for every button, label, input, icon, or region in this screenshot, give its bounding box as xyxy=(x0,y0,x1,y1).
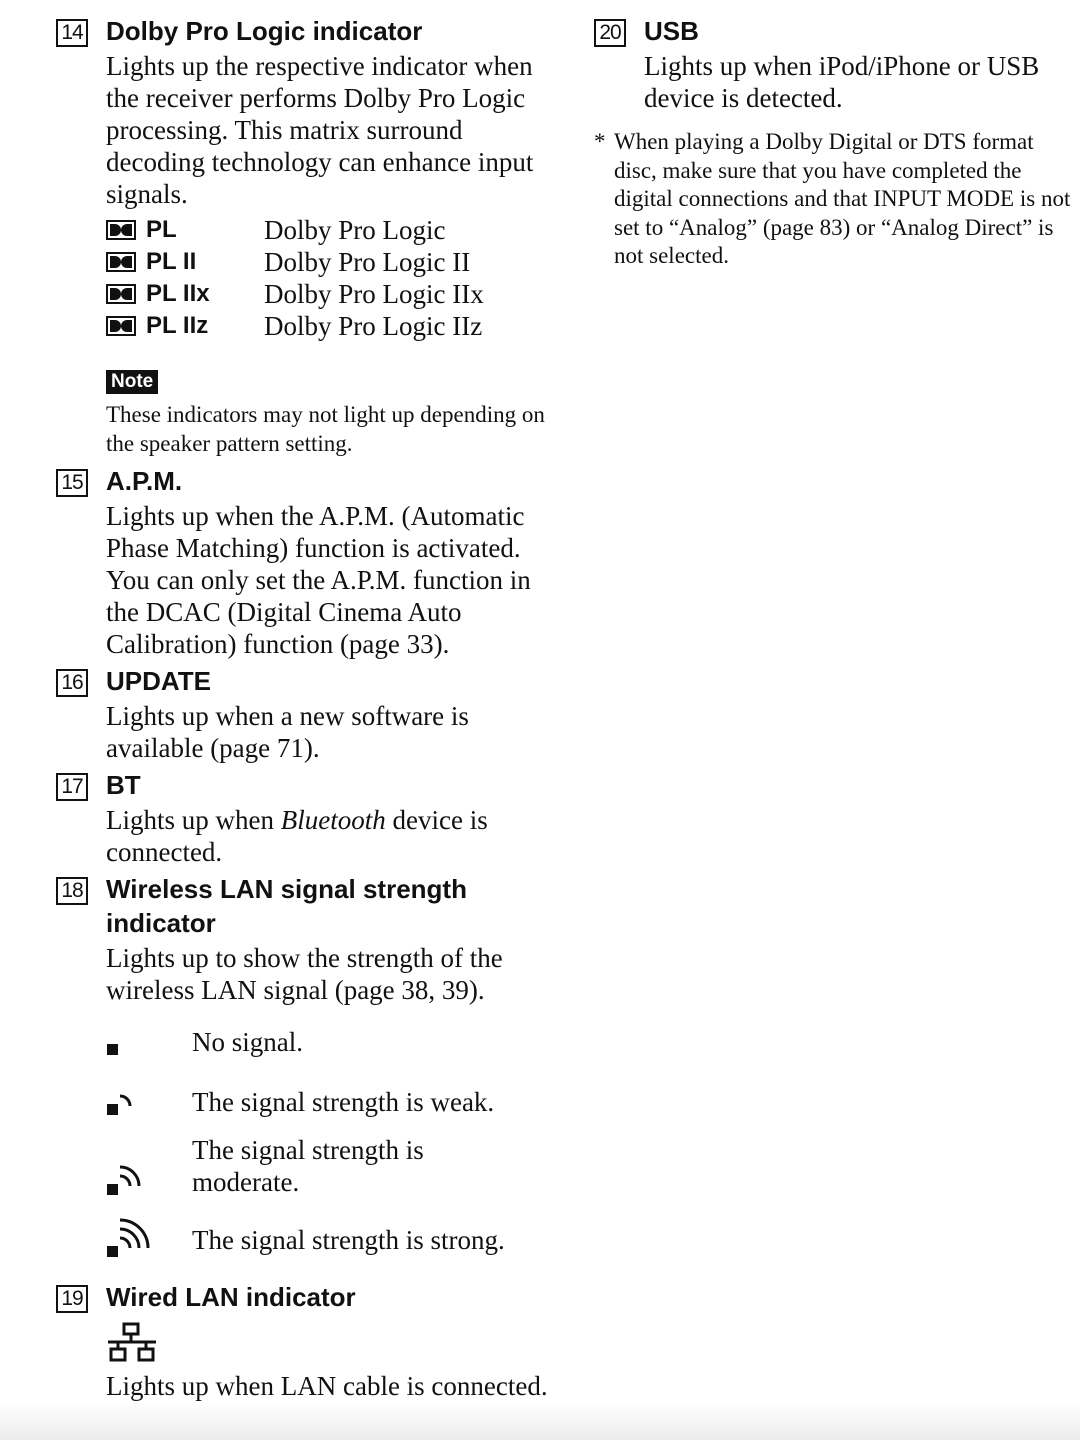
note-text: These indicators may not light up depending on the speaker pattern setting. xyxy=(106,402,545,456)
mode-name: Dolby Pro Logic II xyxy=(264,246,471,277)
item-heading: BT xyxy=(106,770,141,800)
mode-row xyxy=(106,214,556,246)
signal-level-text: The signal strength is weak. xyxy=(192,1087,495,1117)
double-d-icon xyxy=(106,316,136,336)
item-number: 14 xyxy=(56,19,88,47)
footnote xyxy=(594,128,1074,271)
right-column xyxy=(594,14,1074,271)
signal-level-row xyxy=(106,1124,556,1204)
footnote-text: When playing a Dolby Digital or DTS format disc, make sure that you have completed the digital connections and that INPUT MODE is not set to “Analog” (page 83) or “Analog Direct” is not selected. xyxy=(614,129,1071,268)
item-19-wired-lan xyxy=(56,1280,556,1402)
wired-lan-icon xyxy=(106,1322,158,1364)
item-number: 20 xyxy=(594,19,626,47)
item-description: Lights up when iPod/iPhone or USB device is detected. xyxy=(644,51,1040,113)
page-bottom-fade xyxy=(0,1402,1080,1440)
item-description: Lights up the respective indicator when the receiver performs Dolby Pro Logic processing. This matrix surround decoding technology can enhance input signals. xyxy=(106,51,534,209)
dolby-mode-table xyxy=(106,214,556,342)
item-number: 19 xyxy=(56,1285,88,1313)
item-description: Lights up when LAN cable is connected. xyxy=(106,1371,548,1401)
item-17-bt xyxy=(56,768,556,868)
item-description: Lights up when a new software is available (page 71). xyxy=(106,701,469,763)
item-number: 18 xyxy=(56,877,88,905)
item-heading: Wired LAN indicator xyxy=(106,1282,356,1312)
signal-level-list xyxy=(106,1016,556,1266)
item-heading: Wireless LAN signal strength indicator xyxy=(106,874,467,938)
text-run: device is connected. xyxy=(106,805,488,867)
item-heading: UPDATE xyxy=(106,666,211,696)
mode-name: Dolby Pro Logic IIx xyxy=(264,278,484,309)
item-heading: A.P.M. xyxy=(106,466,183,496)
item-description: Lights up to show the strength of the wireless LAN signal (page 38, 39). xyxy=(106,943,503,1005)
signal-level-text: The signal strength is strong. xyxy=(192,1225,505,1255)
text-run: Lights up when xyxy=(106,805,281,835)
item-16-update xyxy=(56,664,556,764)
mode-row xyxy=(106,246,556,278)
item-heading: Dolby Pro Logic indicator xyxy=(106,16,423,46)
item-number: 17 xyxy=(56,773,88,801)
item-18-wireless-lan xyxy=(56,872,556,1266)
mode-name: Dolby Pro Logic IIz xyxy=(264,310,483,341)
mode-code-label: PL IIx xyxy=(146,280,210,307)
mode-code-label: PL xyxy=(146,216,177,243)
item-15-apm xyxy=(56,464,556,660)
mode-row xyxy=(106,278,556,310)
bluetooth-term: Bluetooth xyxy=(280,805,386,835)
mode-name: Dolby Pro Logic xyxy=(264,214,446,245)
note-badge: Note xyxy=(106,370,158,394)
item-description: Lights up when the A.P.M. (Automatic Phase Matching) function is activated. You can only set the A.P.M. function in the DCAC (Digital Cinema Auto Calibration) function (page 33). xyxy=(106,501,531,659)
signal-level-row xyxy=(106,1016,556,1064)
signal-moderate-icon xyxy=(106,1155,150,1199)
item-number: 16 xyxy=(56,669,88,697)
item-number: 15 xyxy=(56,469,88,497)
item-description xyxy=(106,804,556,868)
mode-code-label: PL IIz xyxy=(146,312,209,339)
signal-level-text: No signal. xyxy=(192,1027,303,1057)
mode-code-label: PL II xyxy=(146,248,197,275)
signal-level-text: The signal strength is moderate. xyxy=(192,1135,424,1197)
item-heading: USB xyxy=(644,16,699,46)
signal-level-row xyxy=(106,1204,556,1266)
signal-weak-icon xyxy=(106,1079,146,1119)
double-d-icon xyxy=(106,220,136,240)
signal-strong-icon xyxy=(106,1207,158,1261)
double-d-icon xyxy=(106,284,136,304)
signal-level-row xyxy=(106,1064,556,1124)
item-20-usb xyxy=(594,14,1074,114)
left-column xyxy=(56,14,556,1402)
item-14-dolby-pro-logic xyxy=(56,14,556,458)
signal-none-icon xyxy=(106,1019,146,1059)
footnote-mark: * xyxy=(594,129,606,154)
mode-row xyxy=(106,310,556,342)
double-d-icon xyxy=(106,252,136,272)
